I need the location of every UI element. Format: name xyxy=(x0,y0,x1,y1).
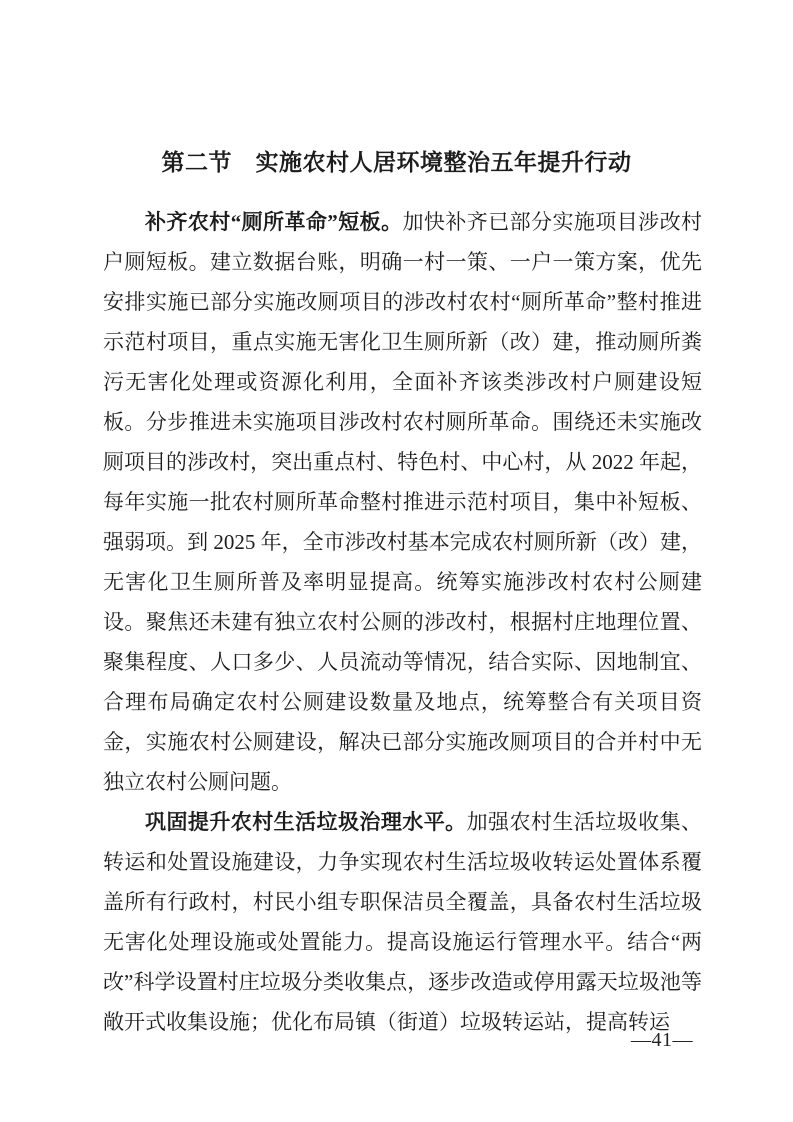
document-body xyxy=(103,202,702,1042)
page-number: —41— xyxy=(631,1029,693,1051)
paragraph-1-lead: 补齐农村“厕所革命”短板。 xyxy=(145,210,403,234)
paragraph-2-lead: 巩固提升农村生活垃圾治理水平。 xyxy=(145,810,467,834)
paragraph-toilet-revolution xyxy=(103,202,702,802)
paragraph-2-text: 加强农村生活垃圾收集、转运和处置设施建设，力争实现农村生活垃圾收转运处置体系覆盖所有行政村，村民小组专职保洁员全覆盖，具备农村生活垃圾无害化处理设施或处置能力。提高设施运行管理水平。结合“两改”科学设置村庄垃圾分类收集点，逐步改造或停用露天垃圾池等敞开式收集设施；优化布局镇（街道）垃圾转运站，提高转运 xyxy=(103,810,703,1034)
paragraph-garbage-treatment xyxy=(103,802,702,1042)
paragraph-1-text: 加快补齐已部分实施项目涉改村户厕短板。建立数据台账，明确一村一策、一户一策方案，优先安排实施已部分实施改厕项目的涉改村农村“厕所革命”整村推进示范村项目，重点实施无害化卫生厕所新（改）建，推动厕所粪污无害化处理或资源化利用，全面补齐该类涉改村户厕建设短板。分步推进未实施项目涉改村农村厕所革命。围绕还未实施改厕项目的涉改村，突出重点村、特色村、中心村，从 2022 年起，每年实施一批农村厕所革命整村推进示范村项目，集中补短板、强弱项。到 2025 年，全市涉改村基本完成农村厕所新（改）建，无害化卫生厕所普及率明显提高。统筹实施涉改村农村公厕建设。聚焦还未建有独立农村公厕的涉改村，根据村庄地理位置、聚集程度、人口多少、人员流动等情况，结合实际、因地制宜、合理布局确定农村公厕建设数量及地点，统筹整合有关项目资金，实施农村公厕建设，解决已部分实施改厕项目的合并村中无独立农村公厕问题。 xyxy=(103,210,702,794)
section-title: 第二节 实施农村人居环境整治五年提升行动 xyxy=(161,149,632,175)
